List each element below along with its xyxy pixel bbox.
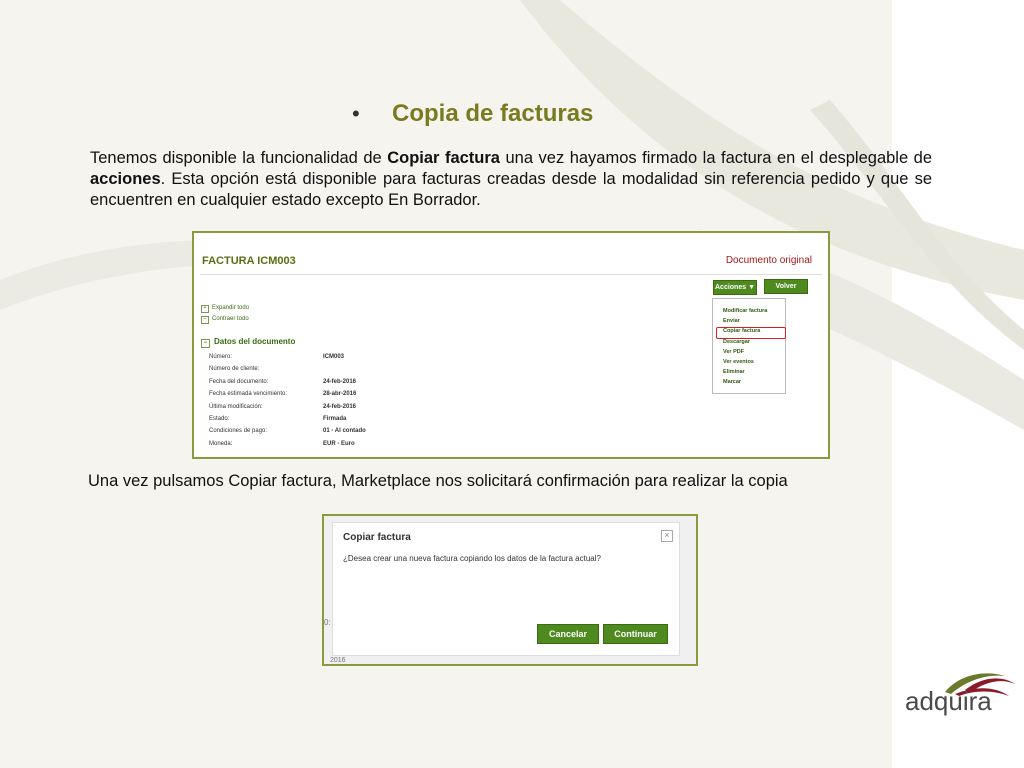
cancel-button[interactable]: Cancelar (537, 624, 599, 644)
continue-button[interactable]: Continuar (603, 624, 668, 644)
intro-bold-1: Copiar factura (387, 149, 500, 167)
field-row (209, 416, 409, 428)
bullet-icon: • (352, 101, 360, 126)
slide-heading (352, 100, 593, 128)
menu-item-eliminar[interactable]: Eliminar (723, 369, 745, 375)
field-row (209, 428, 409, 440)
intro-bold-2: acciones (90, 170, 161, 188)
menu-item-modificar-factura[interactable]: Modificar factura (723, 308, 768, 314)
field-row (209, 379, 409, 391)
section-title: Datos del documento (214, 337, 296, 346)
intro-paragraph (90, 148, 932, 211)
document-status: Documento original (725, 255, 812, 266)
plus-icon: + (201, 305, 209, 313)
actions-button[interactable]: Acciones ▼ (713, 280, 757, 295)
actions-dropdown-menu (712, 298, 786, 394)
expand-all-label: Expandir todo (212, 305, 250, 311)
menu-item-ver-eventos[interactable]: Ver eventos (723, 359, 754, 365)
copy-invoice-dialog (332, 522, 680, 656)
confirmation-explanation: Una vez pulsamos Copiar factura, Marketplace nos solicitará confirmación para realizar la copia (88, 472, 788, 490)
collapse-all-label: Contraer todo (212, 316, 249, 322)
intro-text-3: . Esta opción está disponible para facturas creadas desde la modalidad sin referencia pedido y que se encuentren en cualquier estado excepto En Borrador. (90, 170, 932, 209)
field-value: Firmada (323, 415, 347, 422)
minus-icon: − (201, 339, 210, 348)
field-value: 28-abr-2016 (323, 391, 357, 398)
section-header[interactable] (201, 337, 295, 348)
field-row (209, 354, 409, 366)
menu-item-ver-pdf[interactable]: Ver PDF (723, 349, 745, 355)
field-label: Fecha estimada vencimiento: (209, 391, 288, 398)
field-value: 01 - Al contado (323, 428, 366, 435)
field-row (209, 441, 409, 453)
collapse-all-link[interactable] (201, 316, 249, 324)
logo-text: adquira (905, 686, 992, 716)
dialog-question: ¿Desea crear una nueva factura copiando los datos de la factura actual? (343, 554, 601, 563)
invoice-title: FACTURA ICM003 (202, 255, 296, 267)
menu-item-descargar[interactable]: Descargar (723, 339, 750, 345)
minus-icon: − (201, 316, 209, 324)
field-label: Número de cliente: (209, 366, 260, 373)
adquira-logo (905, 668, 1017, 728)
menu-item-marcar[interactable]: Marcar (723, 379, 742, 385)
field-row (209, 366, 409, 378)
field-label: Condiciones de pago: (209, 428, 268, 435)
invoice-screenshot (192, 231, 830, 459)
field-label: Última modificación: (209, 403, 263, 410)
field-value: 24-feb-2016 (323, 403, 357, 410)
document-fields (209, 354, 409, 453)
menu-item-copiar-factura[interactable]: Copiar factura (723, 328, 761, 334)
field-label: Fecha del documento: (209, 378, 269, 385)
background-edge-text: 2016 (330, 657, 346, 664)
divider (200, 274, 822, 275)
close-icon[interactable]: × (661, 530, 673, 542)
expand-all-link[interactable] (201, 305, 249, 313)
field-label: Moneda: (209, 440, 233, 447)
field-value: 24-feb-2016 (323, 378, 357, 385)
highlight-box (716, 327, 786, 339)
slide-title: Copia de facturas (392, 100, 594, 127)
field-value: ICM003 (323, 354, 345, 360)
back-button[interactable]: Volver (764, 279, 808, 294)
dialog-screenshot (322, 514, 698, 666)
field-row (209, 404, 409, 416)
field-value: EUR - Euro (323, 440, 355, 447)
field-label: Estado: (209, 415, 230, 422)
intro-text-1: Tenemos disponible la funcionalidad de (90, 149, 388, 167)
menu-item-enviar[interactable]: Enviar (723, 318, 740, 324)
intro-text-2: una vez hayamos firmado la factura en el desplegable de (499, 149, 932, 167)
field-row (209, 391, 409, 403)
background-edge-text: 0: (324, 618, 331, 627)
field-label: Número: (209, 354, 233, 360)
dialog-title: Copiar factura (343, 532, 411, 543)
